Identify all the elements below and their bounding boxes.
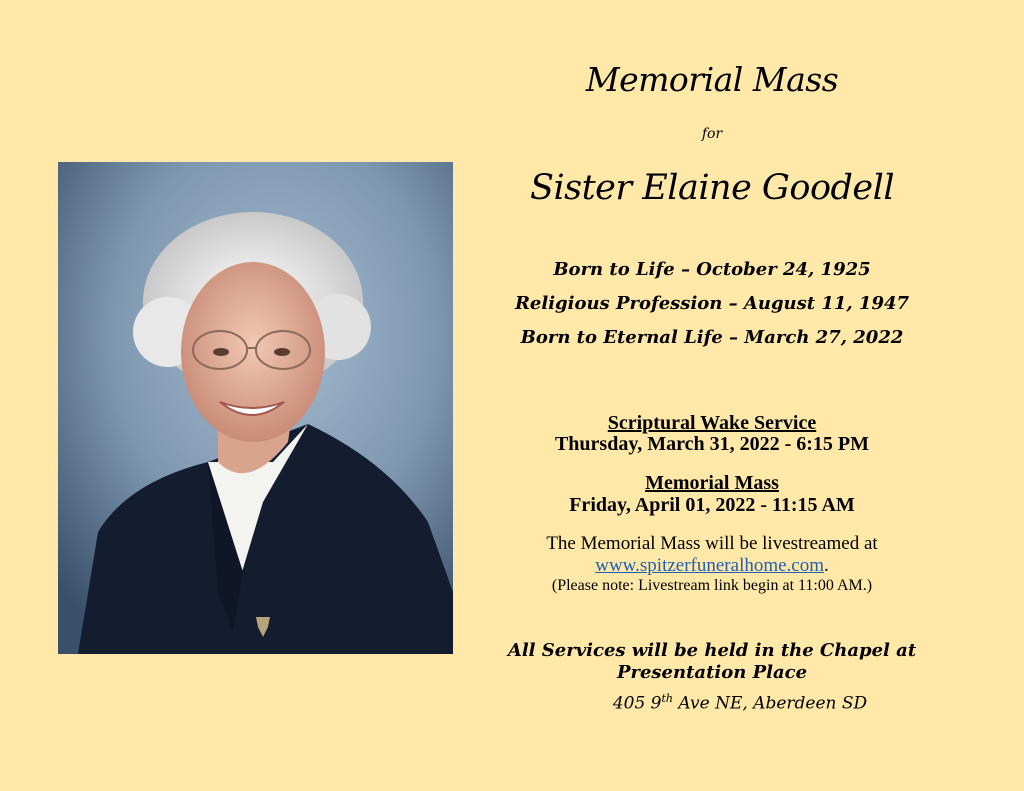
memorial-mass-time: Friday, April 01, 2022 - 11:15 AM (569, 494, 855, 516)
livestream-note: (Please note: Livestream link begin at 11:00 AM.) (551, 577, 873, 594)
memorial-mass-heading: Memorial Mass (645, 472, 779, 494)
birth-date: Born to Life – October 24, 1925 (553, 259, 871, 280)
honoree-name: Sister Elaine Goodell (529, 168, 895, 208)
address-number: 405 9 (612, 693, 662, 714)
venue-line-2: Presentation Place (616, 662, 808, 683)
wake-service-heading: Scriptural Wake Service (607, 412, 817, 434)
livestream-line (462, 555, 962, 577)
portrait-photo (58, 162, 453, 654)
page-title: Memorial Mass (585, 60, 839, 99)
address-ordinal: th (661, 692, 674, 705)
venue-address (540, 692, 940, 714)
wake-service-time: Thursday, March 31, 2022 - 6:15 PM (554, 433, 870, 455)
livestream-link-suffix: . (824, 555, 829, 576)
venue-line-1: All Services will be held in the Chapel at (507, 640, 917, 661)
death-date: Born to Eternal Life – March 27, 2022 (520, 327, 904, 348)
for-label: for (701, 126, 723, 142)
profession-date: Religious Profession – August 11, 1947 (514, 293, 910, 314)
address-street: Ave NE, Aberdeen SD (673, 693, 868, 714)
livestream-link[interactable]: www.spitzerfuneralhome.com (595, 555, 825, 576)
livestream-text: The Memorial Mass will be livestreamed at (546, 533, 878, 554)
